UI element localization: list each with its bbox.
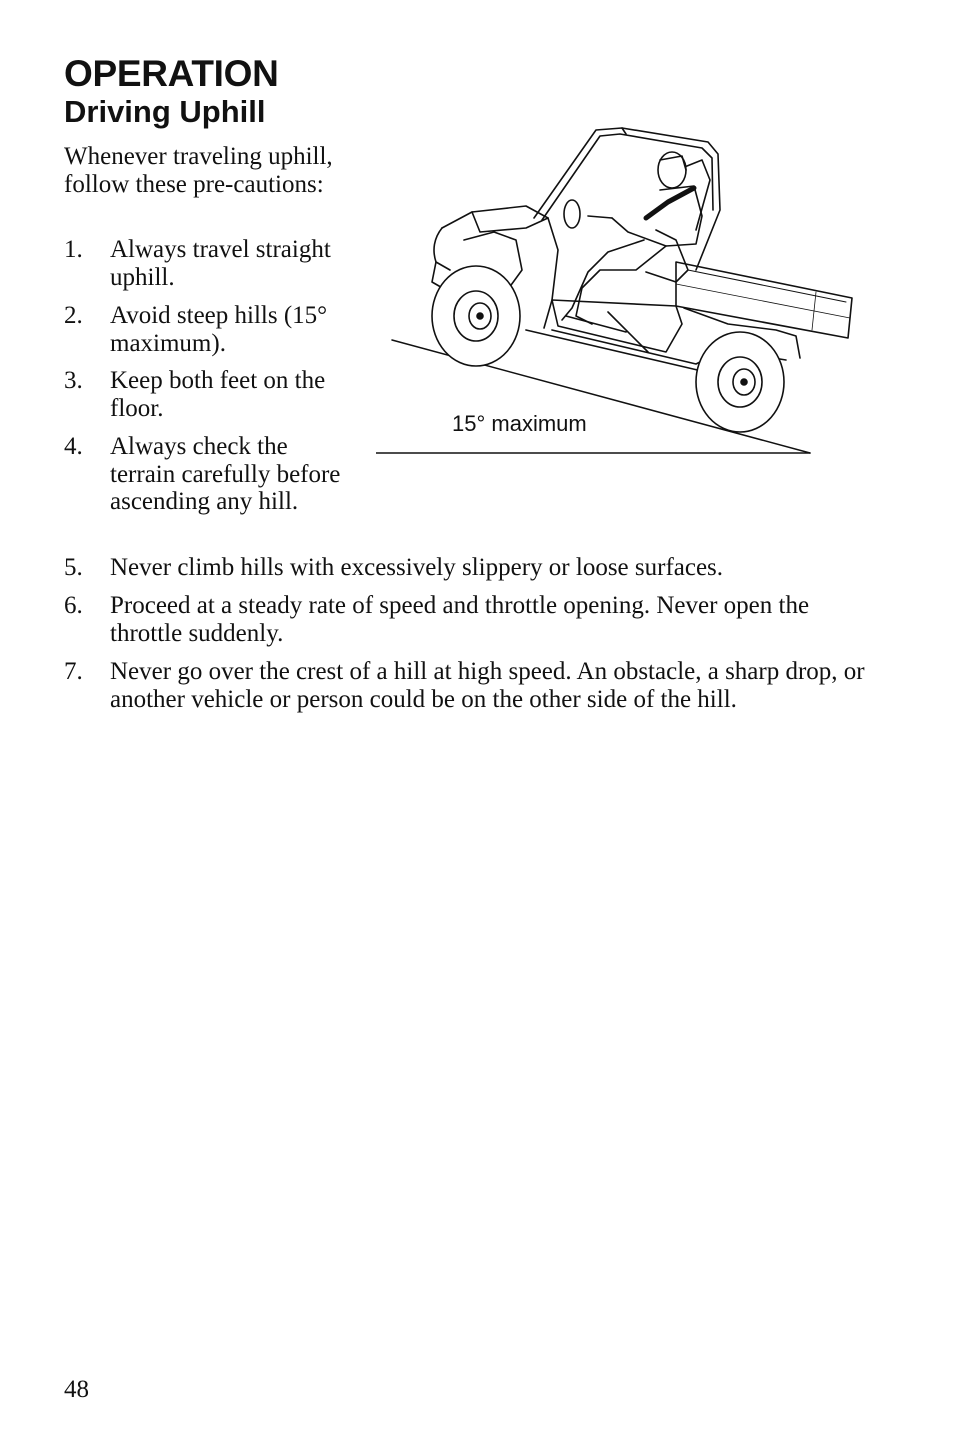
list-item-number: 2. <box>64 302 83 329</box>
list-item <box>64 658 884 713</box>
list-item <box>64 367 359 422</box>
list-item-number: 6. <box>64 592 83 619</box>
list-item-text: Always travel straight uphill. <box>110 236 331 291</box>
list-item-text: Never go over the crest of a hill at high speed. An obstacle, a sharp drop, or another vehicle or person could be on the other side of the hill. <box>110 658 865 713</box>
list-item-number: 3. <box>64 367 83 394</box>
list-item <box>64 302 359 357</box>
intro-paragraph: Whenever traveling uphill, follow these pre-cautions: <box>64 143 333 198</box>
angle-label: 15° maximum <box>452 411 587 436</box>
list-item-number: 7. <box>64 658 83 685</box>
rear-wheel <box>696 332 784 432</box>
list-item-text: Avoid steep hills (15° maximum). <box>110 302 328 357</box>
list-item-number: 4. <box>64 433 83 460</box>
page-number: 48 <box>64 1376 89 1403</box>
list-item <box>64 592 884 647</box>
list-item-text: Always check the terrain carefully before ascending any hill. <box>110 433 341 515</box>
list-item <box>64 236 359 291</box>
uphill-illustration <box>376 120 862 465</box>
list-item-number: 1. <box>64 236 83 263</box>
list-item <box>64 433 359 516</box>
section-title: OPERATION <box>64 53 279 94</box>
subsection-title: Driving Uphill <box>64 94 266 129</box>
list-item-text: Keep both feet on the floor. <box>110 367 326 422</box>
front-wheel <box>432 266 520 366</box>
utility-vehicle-on-slope-drawing <box>376 120 862 465</box>
list-item-text: Proceed at a steady rate of speed and throttle opening. Never open the throttle suddenly. <box>110 592 810 647</box>
list-item <box>64 554 884 582</box>
list-item-number: 5. <box>64 554 83 581</box>
list-item-text: Never climb hills with excessively slippery or loose surfaces. <box>110 554 724 581</box>
